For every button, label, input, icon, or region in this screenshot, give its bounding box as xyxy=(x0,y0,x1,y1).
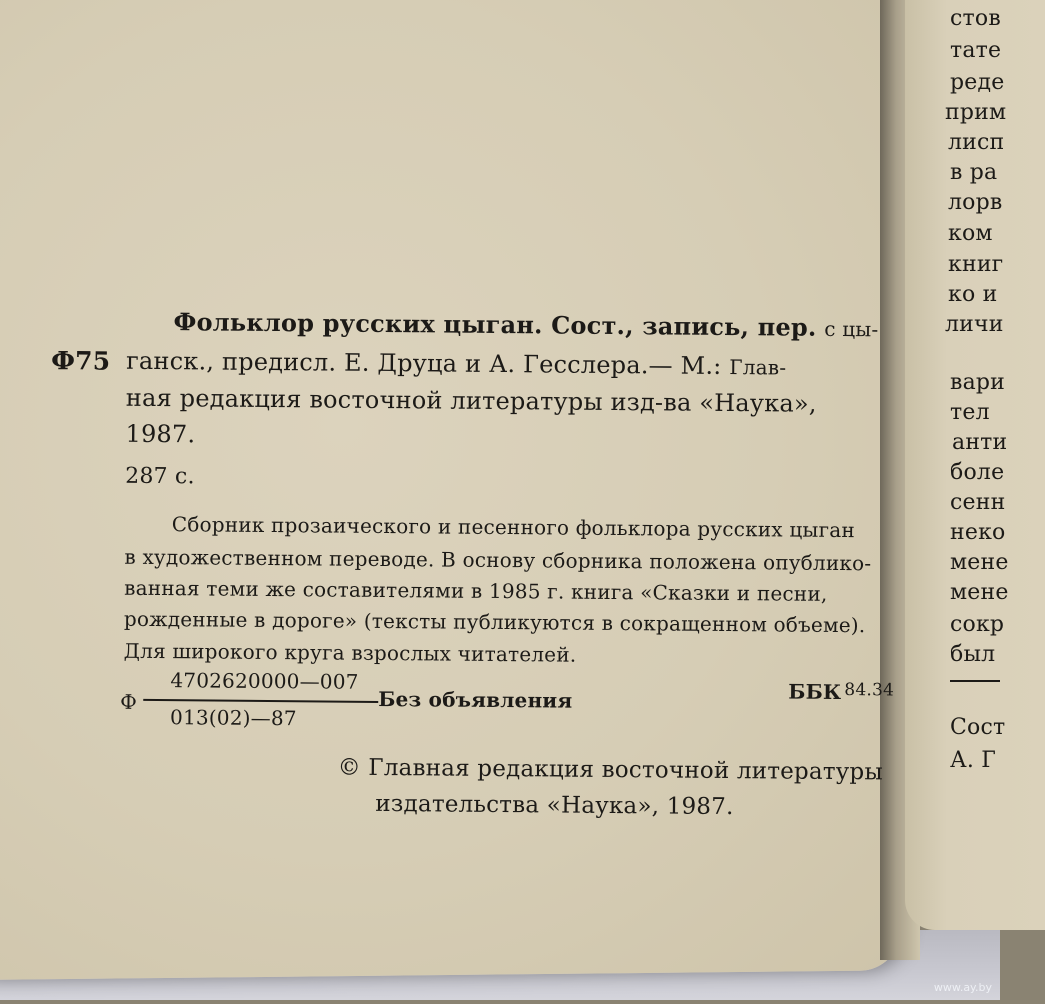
watermark-text: www.ay.by xyxy=(933,981,992,994)
catalog-denominator: 013(02)—87 xyxy=(169,705,297,731)
right-fragment: стов xyxy=(950,6,1001,31)
right-fragment: лисп xyxy=(948,130,1005,155)
line-2 xyxy=(126,347,786,381)
right-divider xyxy=(950,680,1000,682)
right-fragment: сокр xyxy=(950,612,1005,637)
title-line xyxy=(173,307,878,342)
right-fragment: в ра xyxy=(950,160,998,185)
abstract-line-2: в художественном переводе. В основу сборника положена опублико- xyxy=(124,544,872,576)
catalog-note: Без объявления xyxy=(378,686,573,713)
line-2-end: Глав- xyxy=(729,354,787,380)
line-2-main: ганск., предисл. Е. Друца и А. Гесслера.— М.: xyxy=(126,346,722,380)
abstract-line-1: Сборник прозаического и песенного фольклора русских цыган xyxy=(171,512,856,543)
right-fragment: тате xyxy=(950,38,1002,63)
right-fragment: ком xyxy=(948,221,993,246)
title-hyphen: с цы- xyxy=(824,316,879,342)
right-fragment: анти xyxy=(952,430,1008,455)
abstract-line-4: рожденные в дороге» (тексты публикуются в сокращенном объеме). xyxy=(123,606,866,638)
right-fragment: книг xyxy=(948,252,1004,277)
right-fragment: мене xyxy=(950,580,1009,605)
right-fragment: ко и xyxy=(948,282,998,307)
abstract-line-5: Для широкого круга взрослых читателей. xyxy=(123,638,577,667)
right-fragment: неко xyxy=(950,520,1006,545)
bbk-value: 84.34 xyxy=(844,680,895,701)
abstract-line-3: ванная теми же составителями в 1985 г. книга «Сказки и песни, xyxy=(124,575,828,606)
line-4: 1987. xyxy=(125,419,196,449)
right-fragment: боле xyxy=(950,460,1005,485)
index-code: Ф75 xyxy=(51,346,111,376)
right-fragment: реде xyxy=(950,70,1005,95)
catalog-prefix: Ф xyxy=(120,689,138,714)
right-fragment: вари xyxy=(950,370,1006,395)
right-fragment: Сост xyxy=(950,715,1006,740)
right-fragment: был xyxy=(950,642,996,667)
line-3: ная редакция восточной литературы изд-ва «Наука», xyxy=(125,383,817,418)
bbk-label: ББК xyxy=(788,679,842,704)
title-main: Фольклор русских цыган. Сост., запись, пер. xyxy=(173,307,817,342)
catalog-numerator: 4702620000—007 xyxy=(170,668,359,694)
copyright-line-2: издательства «Наука», 1987. xyxy=(375,790,734,821)
right-fragment: сенн xyxy=(950,490,1006,515)
right-fragment: лорв xyxy=(948,190,1003,215)
right-fragment: прим xyxy=(945,100,1007,125)
page-count: 287 с. xyxy=(125,463,195,490)
right-fragment: тел xyxy=(950,400,990,425)
right-fragment: мене xyxy=(950,550,1009,575)
catalog-fraction-line xyxy=(143,699,378,703)
right-fragment: личи xyxy=(945,312,1004,337)
copyright-line-1: © Главная редакция восточной литературы xyxy=(337,754,884,786)
right-fragment: А. Г xyxy=(950,748,997,773)
